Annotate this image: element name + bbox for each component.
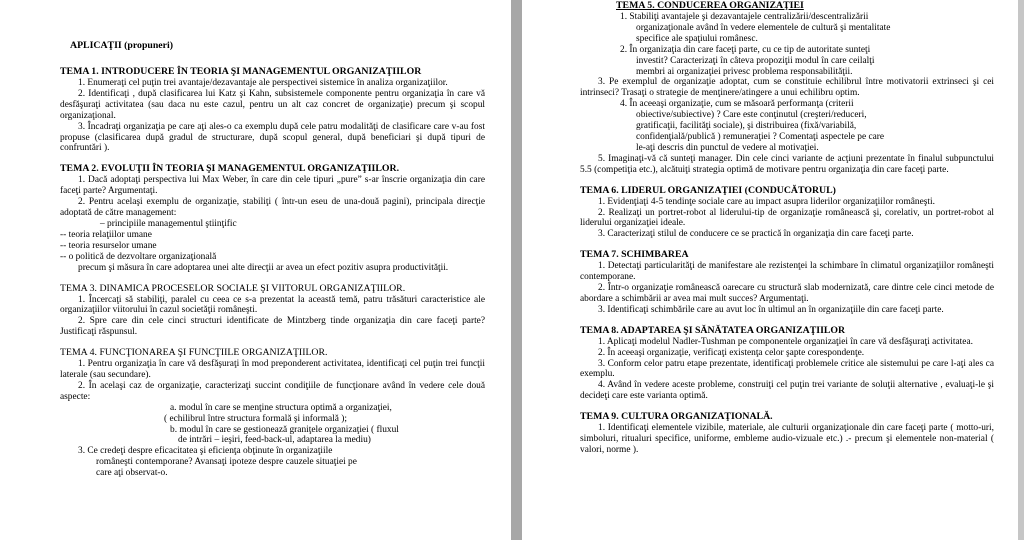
paragraph: 4. Având în vedere aceste probleme, construiţi cel puţin trei variante de soluţii alternative , evaluaţi-le şi decideţi care este varianta optimă. [580,380,994,402]
paragraph: 1. Identificaţi elementele vizibile, materiale, ale culturii organizaţionale din care faceţi parte ( motto-uri, simboluri, ritualuri specifice, uniforme, embleme audio-vizuale etc.) .- precum şi elementele non-material ( valori, norme ). [580,423,994,455]
paragraph: obiective/subiective) ? Care este conţinutul (creşteri/reduceri, [636,110,867,121]
heading-tema-4: TEMA 4. FUNCŢIONAREA ŞI FUNCŢIILE ORGANIZAŢIILOR. [60,347,328,359]
heading-tema-1: TEMA 1. INTRODUCERE ÎN TEORIA ŞI MANAGEMENTUL ORGANIZAŢIILOR [60,66,422,77]
paragraph: gratificaţii, facilităţi sociale), şi distribuirea (fixă/variabilă, [636,121,857,132]
paragraph: 1. Stabiliţi avantajele şi dezavantajele centralizării/descentralizării [620,12,869,22]
paragraph: 2. Pentru acelaşi exemplu de organizaţie, stabiliţi ( într-un eseu de una-două pagini), principala direcţie adoptată de către management: [60,197,485,219]
paragraph: 1. Enumeraţi cel puţin trei avantaje/dezavantaje ale perspectivei sistemice în analiza organizaţiilor. [78,78,448,88]
paragraph: 2. Spre care din cele cinci structuri identificate de Mintzberg tinde organizaţia din care faceţi parte? Justificaţi răspunsul. [60,316,485,338]
paragraph: 1. Aplicaţi modelul Nadler-Tushman pe componentele organizaţiei în care vă desfăşuraţi activitatea. [598,336,973,347]
paragraph: specifice ale spaţiului românesc. [636,33,758,44]
list-item: -- teoria resurselor umane [60,240,157,251]
paragraph: 1. Încercaţi să stabiliţi, paralel cu ceea ce s-a prezentat la această temă, patru trăsături caracteristice ale organizaţiilor viitorului în cazul societăţii româneşti. [60,294,485,316]
paragraph: confidenţială/publică ) remuneraţiei ? Comentaţi aspectele pe care [636,131,885,142]
paragraph: precum şi măsura în care adoptarea unei alte direcţii ar avea un efect pozitiv asupra productivităţii. [78,262,449,273]
heading-tema-8: TEMA 8. ADAPTAREA ŞI SĂNĂTATEA ORGANIZAŢIILOR [580,324,846,336]
paragraph: le-aţi descris din punctul de vedere al motivaţiei. [636,142,819,153]
heading-tema-2: TEMA 2. EVOLUŢII ÎN TEORIA ŞI MANAGEMENTUL ORGANIZAŢIILOR. [60,163,400,175]
page-title: APLICAŢII (propuneri) [70,40,173,51]
paragraph: 2. În organizaţia din care faceţi parte, cu ce tip de autoritate sunteţi [620,44,871,55]
heading-tema-5: TEMA 5. CONDUCEREA ORGANIZAŢIEI [616,0,804,11]
list-item: -- o politică de dezvoltare organizaţională [60,251,217,262]
paragraph: care aţi observat-o. [96,468,168,479]
heading-tema-3: TEMA 3. DINAMICA PROCESELOR SOCIALE ŞI VIITORUL ORGANIZAŢIILOR. [60,282,406,294]
paragraph: 2. În acelaşi caz de organizaţie, caracterizaţi succint condiţiile de funcţionare având în vedere cele două aspecte: [60,380,485,402]
list-item: a. modul în care se menţine structura optimă a organizaţiei, [170,402,392,413]
paragraph: 3. Pe exemplul de organizaţie adoptat, cum se constituie echilibrul între motivatorii extrinseci şi cei intrinseci? Trasaţi o strategie de menţinere/atingere a unui echilibru optim. [580,77,994,99]
paragraph: membri ai organizaţiei privesc problema responsabilităţii. [636,66,853,77]
paragraph: 1. Evidenţiaţi 4-5 tendinţe sociale care au impact asupra liderilor organizaţiilor româneşti. [598,196,935,207]
heading-tema-6: TEMA 6. LIDERUL ORGANIZAŢIEI (CONDUCĂTORUL) [580,184,836,196]
paragraph: 2. Identificaţi , după clasificarea lui Katz şi Kahn, subsistemele componente pentru organizaţia în care vă desfăşuraţi activitatea (sau daca nu este cazul, pentru un alt caz concret de organizaţie) precum şi scopul organizaţional. [60,88,485,121]
heading-tema-9: TEMA 9. CULTURA ORGANIZAŢIONALĂ. [580,411,773,423]
list-item: -- teoria relaţiilor umane [60,229,152,240]
list-item: – principiile managementul ştiinţific [100,218,237,229]
list-item: ( echilibrul între structura formală şi informală ); [164,413,348,424]
paragraph: 1. Dacă adoptaţi perspectiva lui Max Weber, în care din cele tipuri „pure” s-ar înscrie organizaţia din care faceţi parte? Argumentaţi. [60,175,485,197]
paragraph: 1. Detectaţi particularităţi de manifestare ale rezistenţei la schimbare în climatul organizaţiilor româneşti contemporane. [580,261,994,283]
paragraph: româneşti contemporane? Avansaţi ipoteze despre cauzele situaţiei pe [96,457,357,468]
paragraph: 4. În aceeaşi organizaţie, cum se măsoară performanţa (criterii [620,99,854,110]
document-page-left [0,0,511,540]
paragraph: 2. Realizaţi un portret-robot al liderului-tip de organizaţie românească şi, corelativ, un portret-robot al liderului organizaţiei ideale. [580,207,994,229]
paragraph: organizaţionale având în vedere elementele de cultură şi mentalitate [636,22,891,33]
list-item: b. modul în care se gestionează graniţele organizaţiei ( fluxul [170,424,399,435]
paragraph: 2. Într-o organizaţie românească oarecare cu structură slab modernizată, care dintre cele cinci metode de abordare a schimbării ar avea mai mult succes? Argumentaţi. [580,283,994,304]
paragraph: investit? Caracterizaţi în câteva propoziţii modul în care ceilalţi [636,55,875,66]
paragraph: 5. Imaginaţi-vă că sunteţi manager. Din cele cinci variante de acţiuni prezentate în finalul subpunctului 5.5 (competiţia etc.), alcătuiţi strategia optimă de motivare pentru organizaţia din care faceţi parte. [580,153,994,175]
vertical-scrollbar[interactable] [1018,0,1024,540]
list-item: de intrări – ieşiri, feed-back-ul, adaptarea la mediu) [178,435,371,446]
paragraph: 3. Identificaţi schimbările care au avut loc în ultimul an în organizaţiile din care faceţi parte. [598,304,944,315]
paragraph: 3. Caracterizaţi stilul de conducere ce se practică în organizaţia din care faceţi parte. [598,229,914,240]
document-page-right [522,0,1024,540]
paragraph: 2. În aceeaşi organizaţie, verificaţi existenţa celor şapte corespondenţe. [598,347,865,358]
paragraph: 1. Pentru organizaţia în care vă desfăşuraţi în mod preponderent activitatea, identificaţi cel puţin trei funcţii laterale (sau secundare). [60,359,485,381]
paragraph: 3. Ce credeţi despre eficacitatea şi eficienţa obţinute în organizaţiile [78,446,333,457]
paragraph: 3. Încadraţi organizaţia pe care aţi ales-o ca exemplu după cele patru modalităţi de clasificare care v-au fost propuse (clasificarea după gradul de structurare, după scopul general, după beneficiari şi după tipuri de confruntări ). [60,121,485,154]
paragraph: 3. Conform celor patru etape prezentate, identificaţi problemele critice ale sistemului pe care l-aţi ales ca exemplu. [580,358,994,380]
heading-tema-7: TEMA 7. SCHIMBAREA [580,249,689,261]
